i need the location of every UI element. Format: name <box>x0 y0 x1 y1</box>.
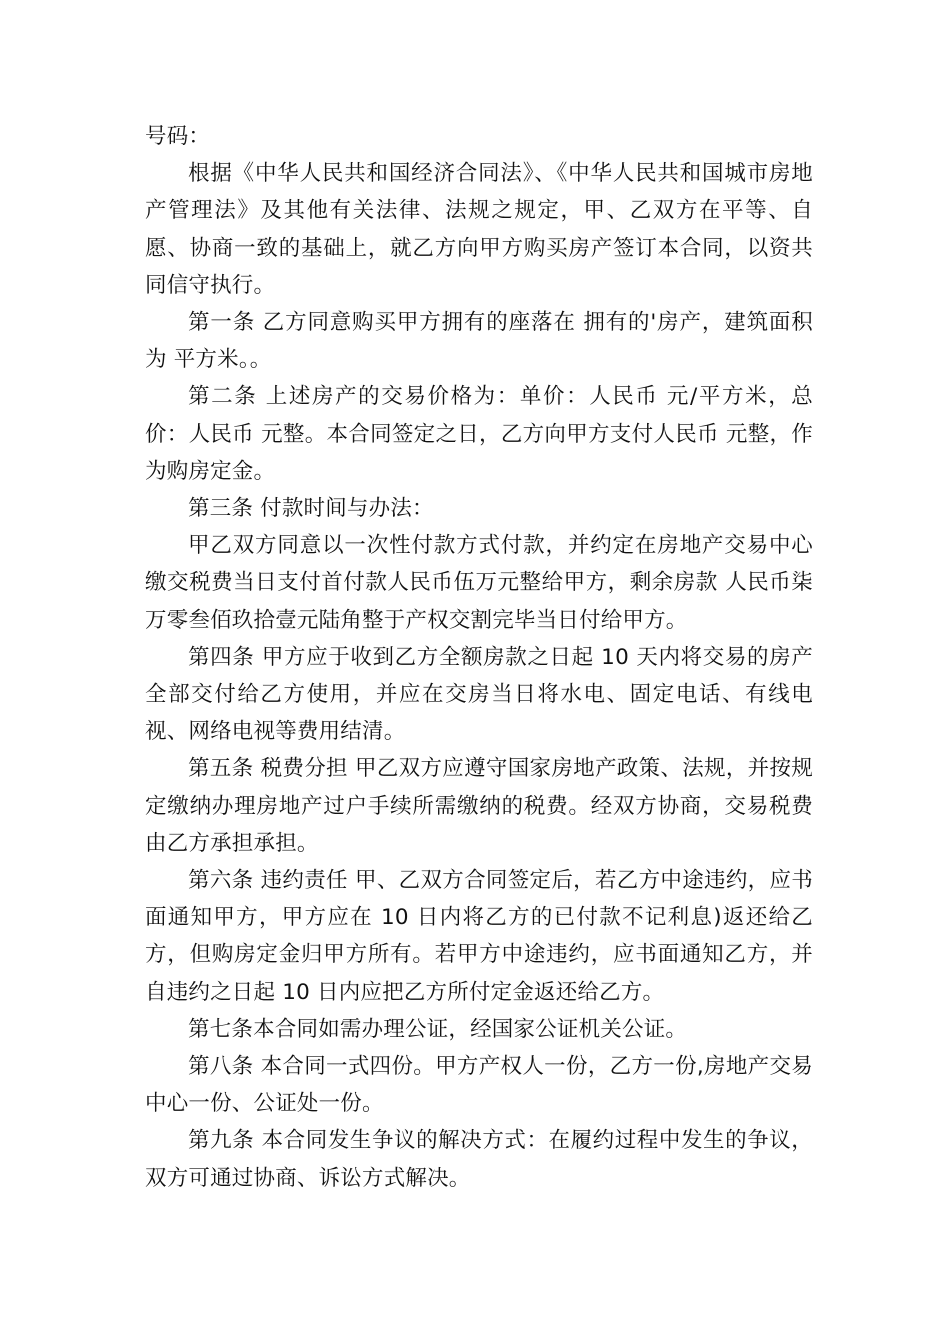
paragraph-article-2: 第二条 上述房产的交易价格为：单价：人民币 元/平方米，总价：人民币 元整。本合同签定之日，乙方向甲方支付人民币 元整，作为购房定金。 <box>145 384 813 484</box>
paragraph-article-8: 第八条 本合同一式四份。甲方产权人一份，乙方一份,房地产交易中心一份、公证处一份。 <box>145 1054 813 1117</box>
paragraph-preamble: 根据《中华人民共和国经济合同法》、《中华人民共和国城市房地产管理法》及其他有关法律、法规之规定，甲、乙双方在平等、自愿、协商一致的基础上，就乙方向甲方购买房产签订本合同，以资共同信守执行。 <box>145 161 813 298</box>
contract-body <box>145 118 813 1197</box>
paragraph-article-1: 第一条 乙方同意购买甲方拥有的座落在 拥有的'房产，建筑面积为 平方米。。 <box>145 310 813 373</box>
paragraph-article-3: 第三条 付款时间与办法： <box>188 496 434 522</box>
paragraph-number-line: 号码： <box>145 124 211 149</box>
paragraph-article-5: 第五条 税费分担 甲乙双方应遵守国家房地产政策、法规，并按规定缴纳办理房地产过户手续所需缴纳的税费。经双方协商，交易税费由乙方承担承担。 <box>145 756 813 856</box>
paragraph-article-6: 第六条 违约责任 甲、乙双方合同签定后，若乙方中途违约，应书面通知甲方，甲方应在 10 日内将乙方的已付款不记利息)返还给乙方，但购房定金归甲方所有。若甲方中途违约，应书面通知乙方，并自违约之日起 10 日内应把乙方所付定金返还给乙方。 <box>145 868 813 1005</box>
paragraph-article-9: 第九条 本合同发生争议的解决方式：在履约过程中发生的争议，双方可通过协商、诉讼方式解决。 <box>145 1128 813 1191</box>
paragraph-article-7: 第七条本合同如需办理公证，经国家公证机关公证。 <box>188 1016 688 1042</box>
paragraph-article-4: 第四条 甲方应于收到乙方全额房款之日起 10 天内将交易的房产全部交付给乙方使用，并应在交房当日将水电、固定电话、有线电视、网络电视等费用结清。 <box>145 644 813 745</box>
paragraph-article-3-detail: 甲乙双方同意以一次性付款方式付款，并约定在房地产交易中心缴交税费当日支付首付款人民币伍万元整给甲方，剩余房款 人民币柒万零叁佰玖拾壹元陆角整于产权交割完毕当日付给甲方。 <box>145 533 813 633</box>
